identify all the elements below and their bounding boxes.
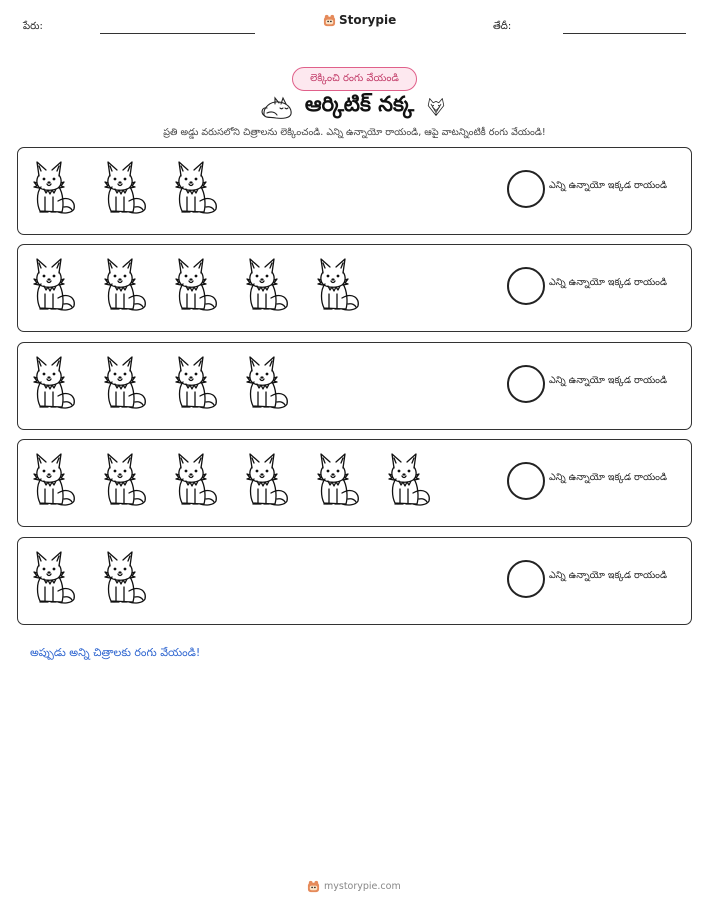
- footer-note: అప్పుడు అన్ని చిత్రాలకు రంగు వేయండి!: [30, 646, 201, 659]
- arctic-fox-icon[interactable]: [241, 352, 291, 410]
- arctic-fox-icon[interactable]: [28, 547, 78, 605]
- site-url: mystorypie.com: [324, 881, 401, 892]
- arctic-fox-icon[interactable]: [170, 449, 220, 507]
- write-count-label: ఎన్ని ఉన్నాయో ఇక్కడ రాయండి: [549, 570, 668, 581]
- brand-name: Storypie: [339, 13, 397, 27]
- instructions: ప్రతి అడ్డు వరుసలోని చిత్రాలను లెక్కించండి. ఎన్ని ఉన్నాయో రాయండి, ఆపై వాటన్నింటికీ రంగు వేయండి!: [163, 127, 546, 138]
- brand: [323, 13, 396, 27]
- arctic-fox-icon[interactable]: [28, 449, 78, 507]
- count-answer-circle[interactable]: [507, 267, 545, 305]
- count-row: [17, 244, 692, 332]
- arctic-fox-icon[interactable]: [170, 254, 220, 312]
- arctic-fox-icon[interactable]: [28, 352, 78, 410]
- count-row: [17, 342, 692, 430]
- arctic-fox-icon[interactable]: [241, 254, 291, 312]
- write-count-label: ఎన్ని ఉన్నాయో ఇక్కడ రాయండి: [549, 277, 668, 288]
- arctic-fox-icon[interactable]: [241, 449, 291, 507]
- activity-badge: లెక్కించి రంగు వేయండి: [292, 67, 417, 91]
- arctic-fox-icon[interactable]: [99, 547, 149, 605]
- count-row: [17, 537, 692, 625]
- arctic-fox-icon[interactable]: [312, 254, 362, 312]
- write-count-label: ఎన్ని ఉన్నాయో ఇక్కడ రాయండి: [549, 472, 668, 483]
- count-row: [17, 147, 692, 235]
- count-answer-circle[interactable]: [507, 170, 545, 208]
- arctic-fox-icon[interactable]: [170, 352, 220, 410]
- sleeping-fox-icon: [261, 93, 295, 121]
- date-line[interactable]: [563, 33, 686, 34]
- arctic-fox-icon[interactable]: [99, 157, 149, 215]
- write-count-label: ఎన్ని ఉన్నాయో ఇక్కడ రాయండి: [549, 375, 668, 386]
- write-count-label: ఎన్ని ఉన్నాయో ఇక్కడ రాయండి: [549, 180, 668, 191]
- fox-face-icon: [424, 93, 448, 121]
- arctic-fox-icon[interactable]: [28, 157, 78, 215]
- arctic-fox-icon[interactable]: [99, 352, 149, 410]
- count-answer-circle[interactable]: [507, 365, 545, 403]
- date-label: తేదీ:: [493, 21, 512, 32]
- storypie-logo-icon: [323, 14, 336, 27]
- count-row: [17, 439, 692, 527]
- arctic-fox-icon[interactable]: [383, 449, 433, 507]
- arctic-fox-icon[interactable]: [312, 449, 362, 507]
- count-answer-circle[interactable]: [507, 560, 545, 598]
- page-title: ఆర్కిటిక్ నక్క: [304, 92, 415, 116]
- title-row: [0, 91, 709, 123]
- arctic-fox-icon[interactable]: [99, 449, 149, 507]
- arctic-fox-icon[interactable]: [28, 254, 78, 312]
- count-answer-circle[interactable]: [507, 462, 545, 500]
- arctic-fox-icon[interactable]: [170, 157, 220, 215]
- name-line[interactable]: [100, 33, 255, 34]
- site-footer: [307, 880, 401, 893]
- name-label: పేరు:: [23, 21, 43, 32]
- arctic-fox-icon[interactable]: [99, 254, 149, 312]
- storypie-logo-icon: [307, 880, 320, 893]
